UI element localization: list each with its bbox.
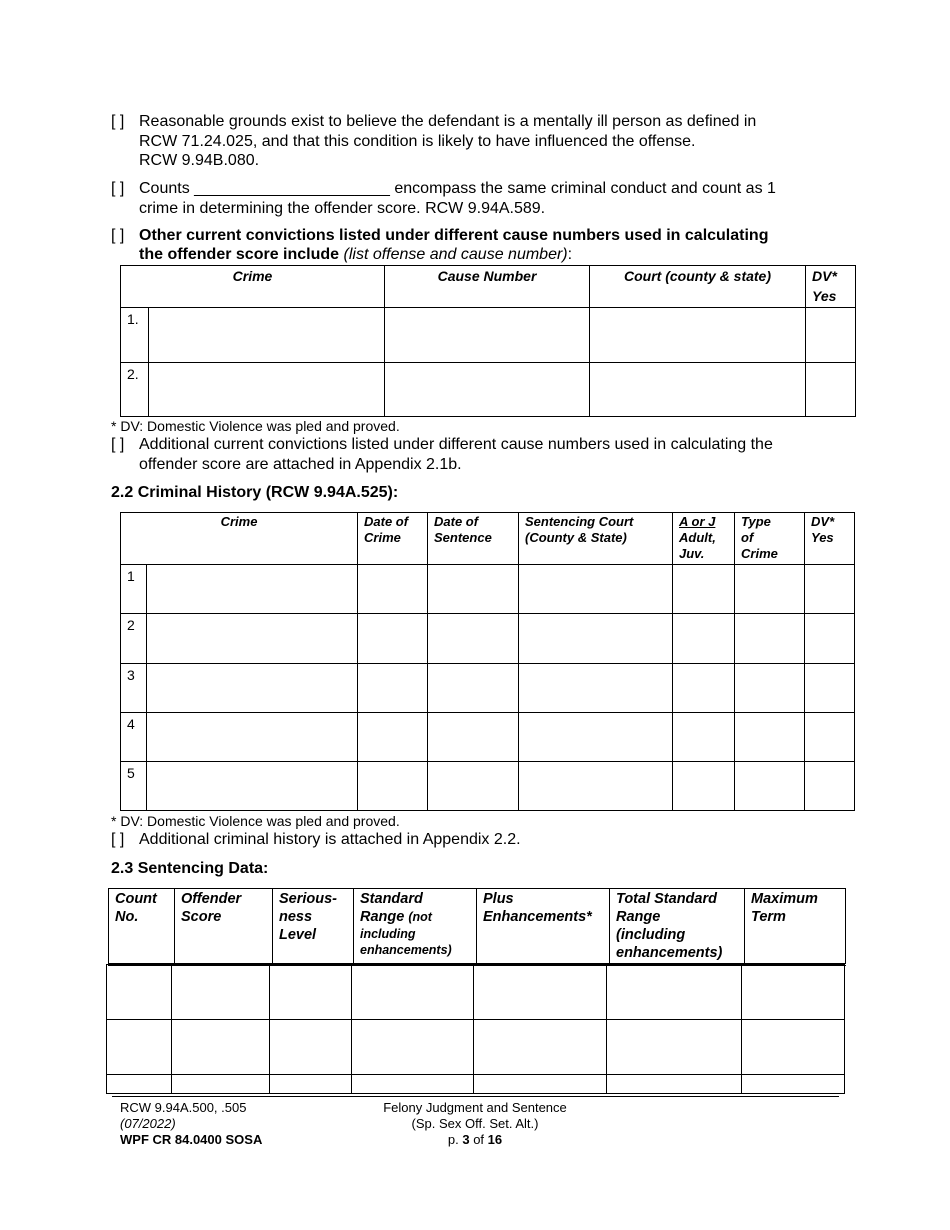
sentencing-data-heading: 2.3 Sentencing Data:: [111, 860, 269, 877]
col-sentencing-court: [519, 513, 673, 565]
cell[interactable]: [428, 614, 519, 664]
cell-court[interactable]: [590, 308, 806, 363]
cell[interactable]: [519, 664, 673, 713]
table-row: [121, 614, 855, 664]
cell[interactable]: [147, 664, 358, 713]
header-line: Crime: [364, 530, 401, 545]
header-line: ness: [279, 909, 313, 925]
same-conduct-text-line1: encompass the same criminal conduct and count as 1: [394, 180, 776, 197]
cell[interactable]: [805, 713, 855, 762]
cell[interactable]: [358, 713, 428, 762]
page-current: 3: [462, 1132, 470, 1147]
cell-court[interactable]: [590, 363, 806, 417]
header-line: enhancements): [616, 945, 723, 961]
other-convictions-table: [120, 265, 856, 417]
cell[interactable]: [673, 713, 735, 762]
col-date-of-sentence: [428, 513, 519, 565]
cell[interactable]: [358, 614, 428, 664]
header-line: Standard: [360, 891, 423, 907]
dv-yes-label: Yes: [812, 288, 837, 304]
col-dv: [805, 513, 855, 565]
cell[interactable]: [673, 614, 735, 664]
footer-form-number: WPF CR 84.0400 SOSA: [120, 1132, 263, 1147]
cell[interactable]: [107, 1020, 172, 1075]
cell[interactable]: [735, 713, 805, 762]
table-row: [121, 713, 855, 762]
cell[interactable]: [107, 965, 172, 1020]
header-line: Yes: [811, 530, 834, 545]
cell[interactable]: [805, 614, 855, 664]
header-line: Offender: [181, 891, 242, 907]
cell[interactable]: [172, 1020, 270, 1075]
other-convictions-paragraph: [111, 226, 768, 246]
additional-convictions-line1: Additional current convictions listed under different cause numbers used in calculating the: [139, 436, 773, 453]
footer-date: (07/2022): [120, 1116, 176, 1131]
cell[interactable]: [519, 762, 673, 811]
cell[interactable]: [673, 565, 735, 614]
footer-subtitle: (Sp. Sex Off. Set. Alt.): [411, 1116, 539, 1131]
counts-label: Counts: [139, 180, 190, 197]
cell-cause[interactable]: [385, 363, 590, 417]
cell[interactable]: [352, 965, 474, 1020]
header-line: DV*: [811, 514, 835, 529]
cell[interactable]: [735, 664, 805, 713]
header-line: (including: [616, 927, 686, 943]
page-prefix: p.: [447, 1132, 459, 1147]
cell[interactable]: [519, 614, 673, 664]
cell[interactable]: [428, 565, 519, 614]
cell[interactable]: [519, 565, 673, 614]
cell-cause[interactable]: [385, 308, 590, 363]
cell[interactable]: [358, 565, 428, 614]
col-standard-range: [354, 889, 477, 965]
dv-footnote-2: * DV: Domestic Violence was pled and proved.: [111, 813, 400, 829]
col-adult-juv: [673, 513, 735, 565]
header-line: Level: [279, 927, 317, 943]
checkbox-additional-convictions[interactable]: [ ]: [111, 436, 125, 453]
cell[interactable]: [742, 965, 845, 1020]
header-line: Term: [751, 909, 786, 925]
header-line: Date of: [434, 514, 479, 529]
table-row: [107, 1075, 845, 1094]
table-header-row: [121, 513, 855, 565]
header-line: Maximum: [751, 891, 818, 907]
footer-left: [120, 1100, 262, 1148]
cell-dv[interactable]: [806, 308, 856, 363]
header-line: (County & State): [525, 530, 627, 545]
cell[interactable]: [474, 1020, 607, 1075]
additional-history-paragraph: [111, 830, 521, 850]
cell[interactable]: [172, 965, 270, 1020]
footer-rule: [112, 1096, 839, 1097]
col-seriousness-level: [273, 889, 354, 965]
other-convictions-line2: [139, 245, 572, 265]
counts-blank-field[interactable]: ______________________: [194, 180, 390, 197]
col-crime: Crime: [121, 513, 358, 565]
mental-illness-text-line1: Reasonable grounds exist to believe the defendant is a mentally ill person as defined in: [139, 113, 757, 130]
col-offender-score: [175, 889, 273, 965]
header-line: Total Standard: [616, 891, 717, 907]
checkbox-mental-illness[interactable]: [ ]: [111, 113, 125, 130]
page-number: [370, 1132, 580, 1148]
cell-crime[interactable]: [149, 308, 385, 363]
table-row: [121, 762, 855, 811]
cell[interactable]: [358, 664, 428, 713]
criminal-history-heading: 2.2 Criminal History (RCW 9.94A.525):: [111, 484, 399, 501]
cell[interactable]: [270, 965, 352, 1020]
cell[interactable]: [519, 713, 673, 762]
footer-center: [370, 1100, 580, 1148]
cell[interactable]: [428, 713, 519, 762]
cell[interactable]: [805, 565, 855, 614]
header-line: Range: [616, 909, 661, 925]
row-number: 1: [121, 565, 147, 614]
cell[interactable]: [358, 762, 428, 811]
dv-footnote-1: * DV: Domestic Violence was pled and proved.: [111, 418, 400, 434]
footer-rcw: RCW 9.94A.500, .505: [120, 1100, 247, 1115]
footer-title: Felony Judgment and Sentence: [383, 1100, 567, 1115]
page-of: of: [473, 1132, 485, 1147]
colon: :: [567, 246, 573, 263]
table-row: [107, 965, 845, 1020]
cell[interactable]: [107, 1075, 172, 1094]
col-total-standard-range: [610, 889, 745, 965]
criminal-history-table: [120, 512, 855, 811]
cell[interactable]: [428, 664, 519, 713]
row-number: 1.: [121, 308, 149, 363]
cell[interactable]: [474, 965, 607, 1020]
cell[interactable]: [607, 965, 742, 1020]
cell[interactable]: [735, 565, 805, 614]
other-convictions-line1: Other current convictions listed under different cause numbers used in calculating: [139, 227, 769, 244]
col-date-of-crime: [358, 513, 428, 565]
table-header-row: [109, 889, 846, 965]
header-line: A or J: [679, 514, 716, 529]
header-line: Range: [360, 909, 405, 925]
header-line: Adult,: [679, 530, 716, 545]
header-line: Serious-: [279, 891, 338, 907]
col-court: Court (county & state): [590, 266, 806, 308]
header-line: of: [741, 530, 754, 545]
checkbox-additional-history[interactable]: [ ]: [111, 831, 125, 848]
col-crime: Crime: [121, 266, 385, 308]
same-conduct-text-line2: crime in determining the offender score. RCW 9.94A.589.: [139, 200, 546, 217]
header-line: including: [360, 927, 416, 941]
offender-score-include: the offender score include: [139, 246, 340, 263]
table-row: [121, 565, 855, 614]
header-line: Plus: [483, 891, 514, 907]
header-line: Juv.: [679, 546, 705, 561]
cell[interactable]: [735, 762, 805, 811]
cell[interactable]: [147, 565, 358, 614]
col-cause-number: Cause Number: [385, 266, 590, 308]
checkbox-same-conduct[interactable]: [ ]: [111, 180, 125, 197]
row-number: 4: [121, 713, 147, 762]
cell[interactable]: [673, 762, 735, 811]
mental-illness-paragraph: [111, 112, 756, 132]
col-plus-enhancements: [477, 889, 610, 965]
col-type-of-crime: [735, 513, 805, 565]
header-line: Crime: [741, 546, 778, 561]
table-row: [121, 363, 856, 417]
row-number: 3: [121, 664, 147, 713]
checkbox-other-convictions[interactable]: [ ]: [111, 227, 125, 244]
cell[interactable]: [147, 614, 358, 664]
table-header-row: [121, 266, 856, 308]
table-row: [107, 1020, 845, 1075]
cell[interactable]: [742, 1020, 845, 1075]
cell[interactable]: [352, 1020, 474, 1075]
header-line: enhancements): [360, 943, 452, 957]
same-conduct-paragraph: [111, 179, 776, 199]
header-line: (not: [408, 910, 432, 924]
cell[interactable]: [607, 1075, 742, 1094]
additional-history-text: Additional criminal history is attached in Appendix 2.2.: [139, 831, 521, 848]
row-number: 2.: [121, 363, 149, 417]
cell[interactable]: [805, 762, 855, 811]
header-line: Score: [181, 909, 222, 925]
cell[interactable]: [735, 614, 805, 664]
cell[interactable]: [607, 1020, 742, 1075]
cell[interactable]: [270, 1020, 352, 1075]
list-offense-hint: (list offense and cause number): [343, 246, 568, 263]
mental-illness-text-line2: RCW 71.24.025, and that this condition is likely to have influenced the offense.: [139, 133, 696, 150]
sentencing-data-body-table: [106, 964, 845, 1094]
page-total: 16: [487, 1132, 503, 1147]
table-row: [121, 308, 856, 363]
table-row: [121, 664, 855, 713]
cell[interactable]: [742, 1075, 845, 1094]
mental-illness-text-line3: RCW 9.94B.080.: [139, 152, 260, 169]
cell[interactable]: [474, 1075, 607, 1094]
col-count-no: [109, 889, 175, 965]
col-dv: [806, 266, 856, 308]
header-line: Type: [741, 514, 771, 529]
header-line: Sentence: [434, 530, 492, 545]
row-number: 5: [121, 762, 147, 811]
cell[interactable]: [428, 762, 519, 811]
dv-label: DV*: [812, 268, 837, 284]
cell-crime[interactable]: [149, 363, 385, 417]
cell[interactable]: [172, 1075, 270, 1094]
cell[interactable]: [352, 1075, 474, 1094]
cell[interactable]: [270, 1075, 352, 1094]
header-line: No.: [115, 909, 139, 925]
sentencing-data-header-table: [108, 888, 846, 966]
header-line: Date of: [364, 514, 409, 529]
cell[interactable]: [673, 664, 735, 713]
cell[interactable]: [147, 713, 358, 762]
cell-dv[interactable]: [806, 363, 856, 417]
additional-convictions-line2: offender score are attached in Appendix 2.1b.: [139, 456, 462, 473]
header-line: Enhancements*: [483, 909, 592, 925]
header-line: Count: [115, 891, 157, 907]
header-line: Sentencing Court: [525, 514, 634, 529]
additional-convictions-paragraph: [111, 435, 773, 455]
row-number: 2: [121, 614, 147, 664]
col-maximum-term: [745, 889, 846, 965]
cell[interactable]: [805, 664, 855, 713]
cell[interactable]: [147, 762, 358, 811]
